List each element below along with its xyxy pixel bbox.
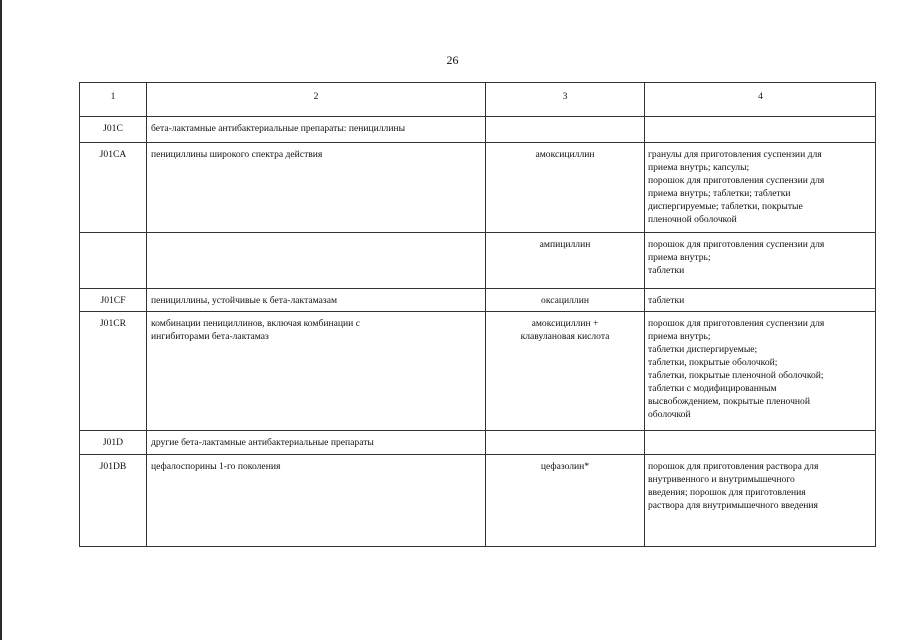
atc-code-cell <box>80 233 147 289</box>
group-name-cell: другие бета-лактамные антибактериальные препараты <box>147 431 486 455</box>
header-cell-4: 4 <box>645 83 876 117</box>
drug-name-cell: амоксициллин <box>486 143 645 233</box>
drug-name-cell: оксациллин <box>486 289 645 312</box>
table-header-row <box>80 83 876 117</box>
group-name-cell: пенициллины широкого спектра действия <box>147 143 486 233</box>
group-name-cell: пенициллины, устойчивые к бета-лактамазам <box>147 289 486 312</box>
dosage-forms-cell: гранулы для приготовления суспензии для приема внутрь; капсулы; порошок для приготовления суспензии для приема внутрь; таблетки; таблетки диспергируемые; таблетки, покрытые пленочной оболочкой <box>645 143 876 233</box>
drug-name-cell <box>486 431 645 455</box>
table-row <box>80 143 876 233</box>
header-cell-1: 1 <box>80 83 147 117</box>
atc-code-cell: J01D <box>80 431 147 455</box>
dosage-forms-cell: порошок для приготовления суспензии для приема внутрь; таблетки <box>645 233 876 289</box>
group-name-cell: бета-лактамные антибактериальные препараты: пенициллины <box>147 117 486 143</box>
table-row <box>80 289 876 312</box>
atc-code-cell: J01DB <box>80 455 147 547</box>
drug-name-cell: цефазолин* <box>486 455 645 547</box>
table-row <box>80 233 876 289</box>
group-name-cell: комбинации пенициллинов, включая комбинации с ингибиторами бета-лактамаз <box>147 312 486 431</box>
group-name-cell <box>147 233 486 289</box>
dosage-forms-cell: порошок для приготовления суспензии для приема внутрь; таблетки диспергируемые; таблетки, покрытые оболочкой; таблетки, покрытые пленочной оболочкой; таблетки с модифицированным высвобождением, покрытые пленочной оболочкой <box>645 312 876 431</box>
drug-name-cell <box>486 117 645 143</box>
atc-code-cell: J01CF <box>80 289 147 312</box>
atc-code-cell: J01C <box>80 117 147 143</box>
header-cell-3: 3 <box>486 83 645 117</box>
table-row <box>80 312 876 431</box>
table-row <box>80 431 876 455</box>
page-edge-line <box>0 0 2 640</box>
drug-name-cell: амоксициллин + клавулановая кислота <box>486 312 645 431</box>
dosage-forms-cell <box>645 431 876 455</box>
page-number: 26 <box>446 53 459 67</box>
table-row <box>80 455 876 547</box>
table-row <box>80 117 876 143</box>
dosage-forms-cell: порошок для приготовления раствора для внутривенного и внутримышечного введения; порошок для приготовления раствора для внутримышечного введения <box>645 455 876 547</box>
atc-code-cell: J01CR <box>80 312 147 431</box>
atc-code-cell: J01CA <box>80 143 147 233</box>
dosage-forms-cell <box>645 117 876 143</box>
drug-table <box>79 82 876 547</box>
drug-name-cell: ампициллин <box>486 233 645 289</box>
dosage-forms-cell: таблетки <box>645 289 876 312</box>
header-cell-2: 2 <box>147 83 486 117</box>
group-name-cell: цефалоспорины 1-го поколения <box>147 455 486 547</box>
